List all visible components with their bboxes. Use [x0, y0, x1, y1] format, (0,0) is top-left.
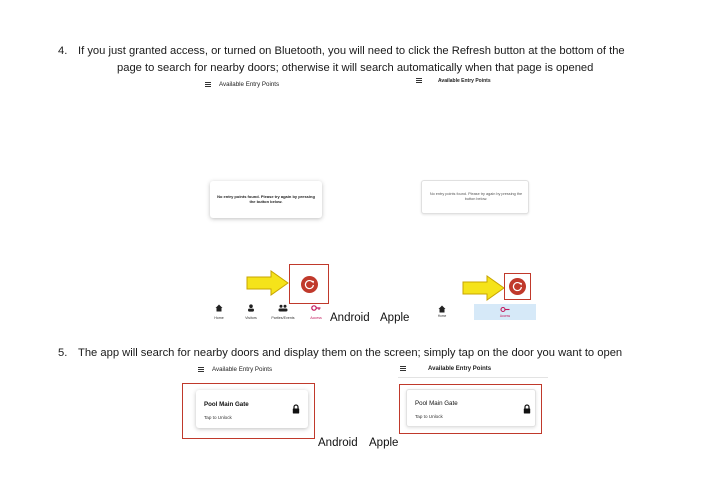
apple-refresh-button[interactable] — [509, 278, 526, 295]
nav-label-visitors[interactable]: Visitors — [245, 316, 257, 320]
group-icon[interactable] — [278, 304, 288, 312]
label-apple-1: Apple — [380, 312, 410, 324]
step-4-number: 4. — [58, 45, 68, 57]
android-bottom-nav — [201, 304, 351, 326]
android-gate-action: Tap to Unlock — [204, 415, 232, 420]
android-header-2 — [198, 366, 272, 373]
hamburger-menu-icon[interactable] — [198, 366, 204, 373]
apple-title-2: Available Entry Points — [428, 365, 492, 372]
android-header-1 — [205, 81, 279, 88]
lock-icon — [292, 404, 300, 414]
nav-label-access[interactable]: Access — [310, 316, 322, 320]
apple-header-1 — [416, 77, 491, 84]
android-empty-message: No entry points found. Please try again by pressing the button below. — [217, 194, 315, 204]
hamburger-menu-icon[interactable] — [205, 81, 211, 88]
label-android-2: Android — [318, 437, 358, 449]
label-android-1: Android — [330, 312, 370, 324]
android-title-1: Available Entry Points — [219, 81, 280, 88]
apple-gate-card[interactable] — [406, 389, 536, 427]
android-gate-name: Pool Main Gate — [204, 401, 249, 408]
refresh-icon — [301, 276, 318, 293]
apple-access-tab[interactable] — [474, 304, 536, 320]
apple-header-divider — [398, 377, 548, 378]
nav-label-parties-events[interactable]: Parties/Events — [271, 316, 295, 320]
apple-bottom-nav — [430, 304, 540, 321]
android-refresh-button[interactable] — [301, 276, 318, 293]
key-icon — [500, 306, 510, 313]
apple-title-1: Available Entry Points — [438, 77, 491, 84]
step-5-text: The app will search for nearby doors and display them on the screen; simply tap on the door you want to open — [78, 347, 623, 359]
refresh-icon — [509, 278, 526, 295]
nav-label-access: Access — [499, 314, 511, 318]
hamburger-menu-icon[interactable] — [416, 77, 422, 84]
lock-icon — [523, 404, 531, 414]
key-icon[interactable] — [311, 304, 321, 312]
apple-gate-action: Tap to Unlock — [415, 414, 443, 419]
yellow-arrow-icon — [462, 274, 506, 302]
android-gate-card[interactable] — [196, 390, 308, 428]
step-4-line-1: If you just granted access, or turned on Bluetooth, you will need to click the Refresh button at the bottom of the — [78, 45, 625, 57]
android-empty-card — [210, 181, 322, 218]
yellow-arrow-icon — [246, 269, 290, 297]
home-icon[interactable] — [438, 305, 446, 313]
step-5-number: 5. — [58, 347, 68, 359]
apple-empty-message: No entry points found. Please try again by pressing the button below. — [429, 192, 523, 201]
label-apple-2: Apple — [369, 437, 399, 449]
home-icon[interactable] — [215, 304, 223, 312]
apple-header-2 — [400, 365, 491, 372]
visitor-icon[interactable] — [247, 304, 255, 312]
apple-gate-name: Pool Main Gate — [415, 400, 458, 407]
android-title-2: Available Entry Points — [212, 366, 273, 373]
step-4-line-2: page to search for nearby doors; otherwise it will search automatically when that page is opened — [117, 62, 594, 74]
nav-label-home[interactable]: Home — [437, 314, 447, 318]
nav-label-home[interactable]: Home — [214, 316, 224, 320]
apple-empty-card — [421, 180, 529, 214]
hamburger-menu-icon[interactable] — [400, 365, 406, 372]
